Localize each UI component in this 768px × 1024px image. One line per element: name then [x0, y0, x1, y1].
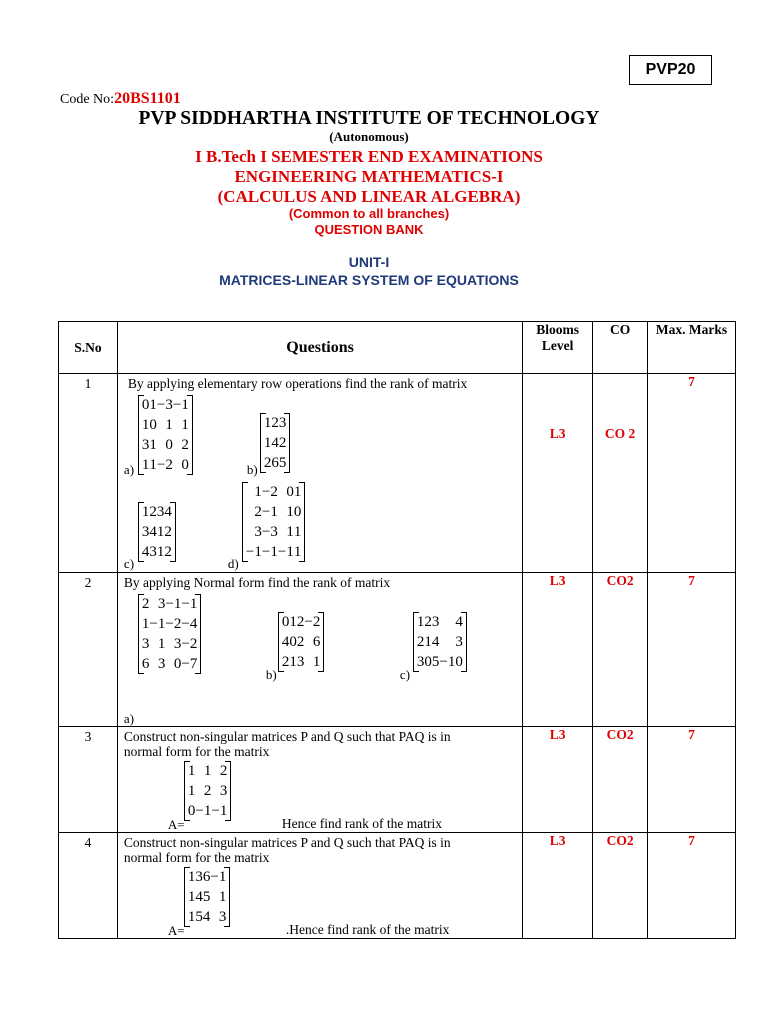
matrix-cell: −1	[211, 803, 228, 819]
table-row	[59, 374, 736, 573]
matrix-cell: 1	[218, 889, 227, 905]
autonomous-label: (Autonomous)	[329, 129, 409, 144]
question-text: By applying Normal form find the rank of matrix	[123, 575, 391, 590]
matrix-cell: 0	[286, 484, 294, 500]
option-label: a)	[123, 711, 135, 726]
matrix-cell: 3	[156, 504, 165, 520]
question-table	[58, 321, 736, 939]
table-row	[59, 727, 736, 833]
matrix-cell: 4	[431, 634, 440, 650]
matrix-cell: 3	[157, 596, 166, 612]
matrix-cell: 0	[187, 803, 196, 819]
matrix-cell: −1	[245, 544, 262, 560]
co-value: CO2	[593, 573, 648, 727]
matrix-cell: 1	[141, 417, 150, 433]
matrix-cell: −1	[261, 504, 278, 520]
matrix-cell: 5	[202, 889, 211, 905]
code-value: 20BS1101	[114, 90, 181, 107]
blooms-level: L3	[523, 573, 593, 727]
matrix-2a	[138, 594, 201, 674]
matrix-cell: −1	[181, 596, 198, 612]
matrix-cell: −1	[165, 596, 182, 612]
matrix-1c	[138, 502, 176, 562]
unit-label: UNIT-I	[348, 254, 390, 270]
header-co: CO	[593, 322, 648, 374]
header-questions: Questions	[117, 322, 522, 374]
matrix-cell: 2	[254, 504, 262, 520]
matrix-cell: 0	[149, 417, 157, 433]
matrix-cell: 1	[181, 417, 189, 433]
matrix-cell: 1	[157, 636, 166, 652]
matrix-cell: 1	[156, 524, 165, 540]
matrix-cell: −7	[181, 656, 198, 672]
matrix-cell: 1	[254, 484, 262, 500]
matrix-cell: −2	[304, 614, 321, 630]
matrix-cell: 5	[278, 455, 287, 471]
matrix-prefix: A=	[167, 923, 185, 938]
matrix-cell: −2	[156, 457, 173, 473]
matrix-cell: 2	[181, 437, 189, 453]
matrix-cell: 0	[281, 614, 290, 630]
question-cell	[117, 833, 522, 939]
matrix-3	[184, 761, 231, 821]
matrix-cell: 1	[203, 763, 212, 779]
question-text-line2: normal form for the matrix	[123, 744, 270, 759]
matrix-cell: 3	[416, 654, 425, 670]
header-blooms: Blooms Level	[523, 322, 593, 374]
matrix-cell: 3	[149, 544, 157, 560]
question-text-line1: Construct non-singular matrices P and Q such that PAQ is in	[123, 729, 451, 744]
matrix-cell: 3	[431, 614, 440, 630]
matrix-cell: 1	[149, 397, 157, 413]
matrix-cell: 2	[203, 783, 212, 799]
matrix-prefix: A=	[167, 817, 185, 832]
blooms-level: L3	[523, 727, 593, 833]
matrix-cell: 1	[289, 654, 297, 670]
matrix-cell: 2	[278, 435, 287, 451]
matrix-cell: 3	[141, 524, 150, 540]
question-suffix: .Hence find rank of the matrix	[285, 922, 450, 937]
row-sno: 4	[59, 833, 118, 939]
blooms-level: L3	[523, 833, 593, 939]
code-number	[60, 90, 181, 108]
matrix-cell: 4	[281, 634, 290, 650]
matrix-cell: −1	[149, 616, 166, 632]
matrix-cell: −4	[181, 616, 198, 632]
row-sno: 1	[59, 374, 118, 573]
matrix-cell: 6	[202, 869, 211, 885]
matrix-cell: 2	[141, 596, 150, 612]
matrix-cell: 6	[312, 634, 321, 650]
matrix-cell: 4	[141, 544, 150, 560]
matrix-cell: 3	[195, 869, 203, 885]
common-label: (Common to all branches)	[288, 206, 450, 221]
matrix-cell: 4	[202, 909, 211, 925]
matrix-cell: −2	[165, 616, 182, 632]
matrix-cell: −1	[195, 803, 212, 819]
matrix-cell: 4	[455, 614, 463, 630]
matrix-cell: 3	[254, 524, 262, 540]
matrix-cell: 0	[165, 437, 173, 453]
question-bank-label: QUESTION BANK	[314, 222, 424, 237]
code-badge: PVP20	[629, 55, 712, 85]
question-cell	[117, 727, 522, 833]
table-row	[59, 573, 736, 727]
matrix-cell: 1	[187, 763, 196, 779]
matrix-1b	[260, 413, 291, 473]
matrix-cell: 1	[156, 544, 165, 560]
matrix-cell: −2	[181, 636, 198, 652]
option-label: c)	[399, 667, 411, 682]
matrix-1d	[242, 482, 305, 562]
matrix-cell: 4	[164, 504, 172, 520]
matrix-cell: 1	[286, 524, 294, 540]
matrix-cell: 3	[141, 636, 150, 652]
co-value: CO2	[593, 833, 648, 939]
matrix-cell: 1	[263, 435, 272, 451]
matrix-1a	[138, 395, 193, 475]
matrix-cell: 2	[424, 614, 432, 630]
matrix-cell: 6	[271, 455, 279, 471]
matrix-cell: 1	[293, 484, 302, 500]
max-marks: 7	[648, 374, 736, 573]
matrix-cell: 1	[165, 417, 173, 433]
question-cell	[117, 374, 522, 573]
question-suffix: Hence find rank of the matrix	[281, 816, 442, 831]
table-header-row	[59, 322, 736, 374]
matrix-cell: 2	[164, 524, 172, 540]
matrix-cell: 1	[263, 415, 272, 431]
max-marks: 7	[648, 833, 736, 939]
matrix-cell: 3	[157, 656, 166, 672]
matrix-cell: −3	[261, 524, 278, 540]
matrix-cell: 0	[173, 656, 182, 672]
row-sno: 2	[59, 573, 118, 727]
matrix-cell: 3	[278, 415, 287, 431]
matrix-cell: 0	[424, 654, 432, 670]
matrix-cell: 4	[149, 524, 157, 540]
matrix-cell: 3	[173, 636, 182, 652]
matrix-cell: −1	[261, 544, 278, 560]
matrix-cell: −3	[156, 397, 173, 413]
matrix-cell: 4	[271, 435, 279, 451]
matrix-cell: 1	[312, 654, 321, 670]
option-label: b)	[265, 667, 277, 682]
table-row	[59, 833, 736, 939]
matrix-2c	[413, 612, 467, 672]
matrix-cell: 3	[219, 783, 228, 799]
matrix-cell: 2	[164, 544, 172, 560]
matrix-cell: 3	[218, 909, 227, 925]
option-label: d)	[227, 556, 239, 571]
matrix-cell: 3	[296, 654, 305, 670]
matrix-cell: 0	[289, 634, 297, 650]
question-cell	[117, 573, 522, 727]
matrix-cell: 6	[141, 656, 150, 672]
matrix-cell: 1	[289, 614, 297, 630]
option-label: c)	[123, 556, 135, 571]
matrix-cell: 5	[431, 654, 440, 670]
matrix-cell: 2	[296, 634, 305, 650]
matrix-cell: 1	[141, 616, 150, 632]
exam-title: I B.Tech I SEMESTER END EXAMINATIONS	[195, 147, 543, 166]
matrix-cell: −2	[261, 484, 278, 500]
matrix-cell: 1	[141, 457, 150, 473]
matrix-cell: 2	[149, 504, 157, 520]
co-value: CO2	[593, 727, 648, 833]
blooms-level: L3	[523, 374, 593, 573]
matrix-cell: 2	[416, 634, 425, 650]
matrix-cell: 1	[149, 457, 157, 473]
matrix-cell: 4	[195, 889, 203, 905]
matrix-cell: 1	[187, 869, 196, 885]
matrix-2b	[278, 612, 324, 672]
matrix-cell: −10	[439, 654, 463, 670]
matrix-cell: 1	[187, 889, 196, 905]
matrix-cell: 2	[219, 763, 228, 779]
matrix-cell: 1	[149, 437, 157, 453]
matrix-cell: −1	[210, 869, 227, 885]
subject-subtitle: (CALCULUS AND LINEAR ALGEBRA)	[217, 187, 521, 206]
matrix-cell: 1	[424, 634, 432, 650]
institute-title: PVP SIDDHARTHA INSTITUTE OF TECHNOLOGY	[138, 108, 600, 129]
row-sno: 3	[59, 727, 118, 833]
header-marks: Max. Marks	[648, 322, 736, 374]
option-label: a)	[123, 462, 135, 477]
matrix-cell: 3	[455, 634, 463, 650]
matrix-cell: 1	[187, 783, 196, 799]
matrix-cell: 5	[195, 909, 203, 925]
header-sno: S.No	[59, 322, 118, 374]
matrix-4	[184, 867, 230, 927]
code-label: Code No:	[60, 92, 115, 107]
question-text-line2: normal form for the matrix	[123, 850, 270, 865]
matrix-cell: 0	[181, 457, 189, 473]
matrix-cell: 2	[271, 415, 279, 431]
matrix-cell: 1	[141, 504, 150, 520]
matrix-cell: −1	[172, 397, 189, 413]
subject-title: ENGINEERING MATHEMATICS-I	[234, 167, 504, 186]
matrix-cell: 2	[281, 654, 290, 670]
matrix-cell: 2	[296, 614, 305, 630]
question-text-line1: Construct non-singular matrices P and Q such that PAQ is in	[123, 835, 451, 850]
matrix-cell: 0	[141, 397, 150, 413]
question-text: By applying elementary row operations find the rank of matrix	[127, 376, 468, 391]
matrix-cell: 3	[141, 437, 150, 453]
unit-title: MATRICES-LINEAR SYSTEM OF EQUATIONS	[219, 272, 519, 288]
option-label: b)	[246, 462, 258, 477]
co-value: CO 2	[593, 374, 648, 573]
matrix-cell: 1	[416, 614, 425, 630]
matrix-cell: 1	[293, 544, 302, 560]
max-marks: 7	[648, 573, 736, 727]
matrix-cell: 1	[293, 524, 302, 540]
matrix-cell: 1	[286, 504, 294, 520]
matrix-cell: 1	[187, 909, 196, 925]
matrix-cell: 0	[293, 504, 302, 520]
matrix-cell: −1	[277, 544, 294, 560]
matrix-cell: 2	[263, 455, 272, 471]
max-marks: 7	[648, 727, 736, 833]
